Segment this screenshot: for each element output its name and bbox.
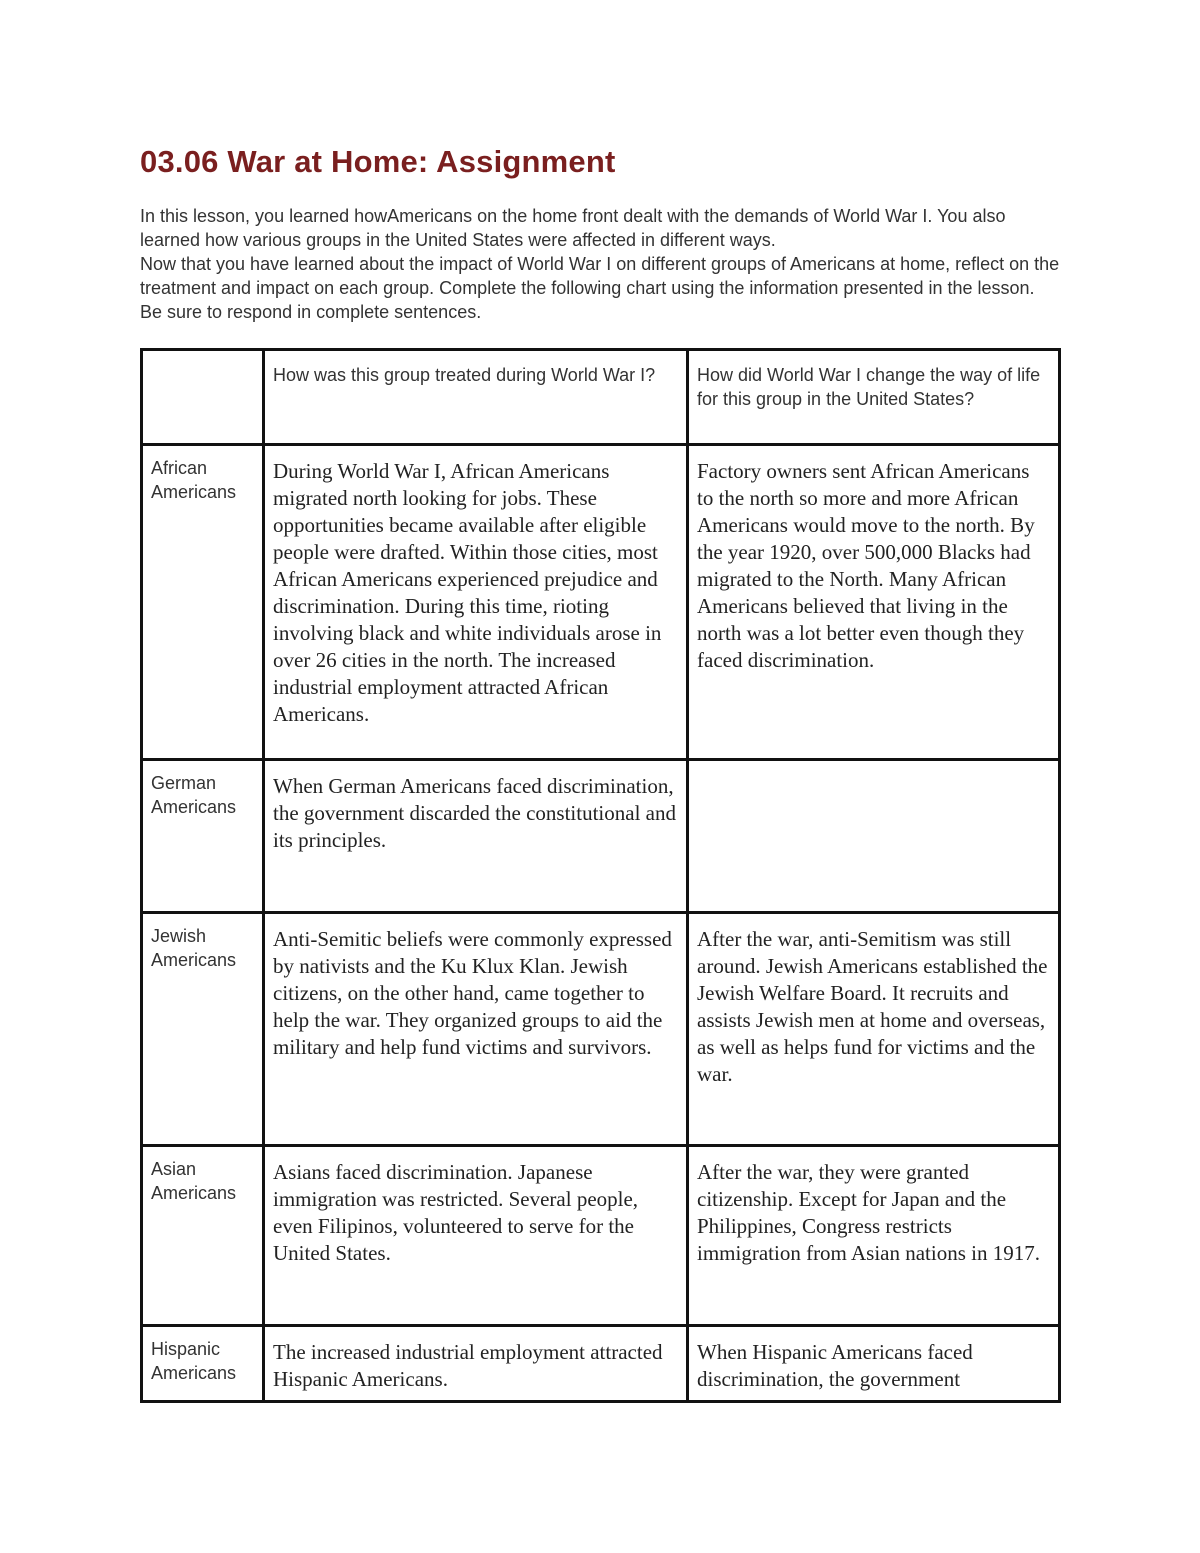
intro-text bbox=[140, 204, 1060, 324]
change-answer-cell[interactable]: Factory owners sent African Americans to the north so more and more African Americans would move to the north. By the year 1920, over 500,000 Blacks had migrated to the North. Many African Americans believed that living in the north was a lot better even though they faced discrimination. bbox=[688, 445, 1060, 760]
header-cell-treatment: How was this group treated during World War I? bbox=[264, 350, 688, 445]
change-answer-cell[interactable]: After the war, anti-Semitism was still around. Jewish Americans established the Jewish Welfare Board. It recruits and assists Jewish men at home and overseas, as well as helps fund for victims and the war. bbox=[688, 913, 1060, 1146]
intro-paragraph-1: In this lesson, you learned howAmericans on the home front dealt with the demands of World War I. You also learned how various groups in the United States were affected in different ways. bbox=[140, 206, 1006, 250]
treatment-answer-cell[interactable]: Anti-Semitic beliefs were commonly expressed by nativists and the Ku Klux Klan. Jewish citizens, on the other hand, came together to help the war. They organized groups to aid the military and help fund victims and survivors. bbox=[264, 913, 688, 1146]
group-cell: Jewish Americans bbox=[142, 913, 264, 1146]
header-cell-empty bbox=[142, 350, 264, 445]
change-answer-cell[interactable]: When Hispanic Americans faced discrimination, the government bbox=[688, 1326, 1060, 1402]
treatment-answer-cell[interactable]: When German Americans faced discrimination, the government discarded the constitutional and its principles. bbox=[264, 760, 688, 913]
intro-paragraph-2: Now that you have learned about the impact of World War I on different groups of Americans at home, reflect on the treatment and impact on each group. Complete the following chart using the information presented in the lesson. Be sure to respond in complete sentences. bbox=[140, 254, 1060, 322]
group-cell: Asian Americans bbox=[142, 1146, 264, 1326]
group-cell: African Americans bbox=[142, 445, 264, 760]
treatment-answer-cell[interactable]: During World War I, African Americans migrated north looking for jobs. These opportunities became available after eligible people were drafted. Within those cities, most African Americans experienced prejudice and discrimination. During this time, rioting involving black and white individuals arose in over 26 cities in the north. The increased industrial employment attracted African Americans. bbox=[264, 445, 688, 760]
assignment-chart bbox=[140, 348, 1061, 1403]
table-row bbox=[142, 445, 1060, 760]
table-row bbox=[142, 1326, 1060, 1402]
treatment-answer-cell[interactable]: The increased industrial employment attracted Hispanic Americans. bbox=[264, 1326, 688, 1402]
treatment-answer-cell[interactable]: Asians faced discrimination. Japanese immigration was restricted. Several people, even Filipinos, volunteered to serve for the United States. bbox=[264, 1146, 688, 1326]
table-row bbox=[142, 760, 1060, 913]
group-cell: Hispanic Americans bbox=[142, 1326, 264, 1402]
header-cell-change: How did World War I change the way of life for this group in the United States? bbox=[688, 350, 1060, 445]
table-row bbox=[142, 913, 1060, 1146]
header-row bbox=[142, 350, 1060, 445]
change-answer-cell[interactable] bbox=[688, 760, 1060, 913]
table-row bbox=[142, 1146, 1060, 1326]
change-answer-cell[interactable]: After the war, they were granted citizenship. Except for Japan and the Philippines, Congress restricts immigration from Asian nations in 1917. bbox=[688, 1146, 1060, 1326]
assignment-page bbox=[140, 140, 1060, 1391]
page-title: 03.06 War at Home: Assignment bbox=[140, 144, 616, 179]
group-cell: German Americans bbox=[142, 760, 264, 913]
